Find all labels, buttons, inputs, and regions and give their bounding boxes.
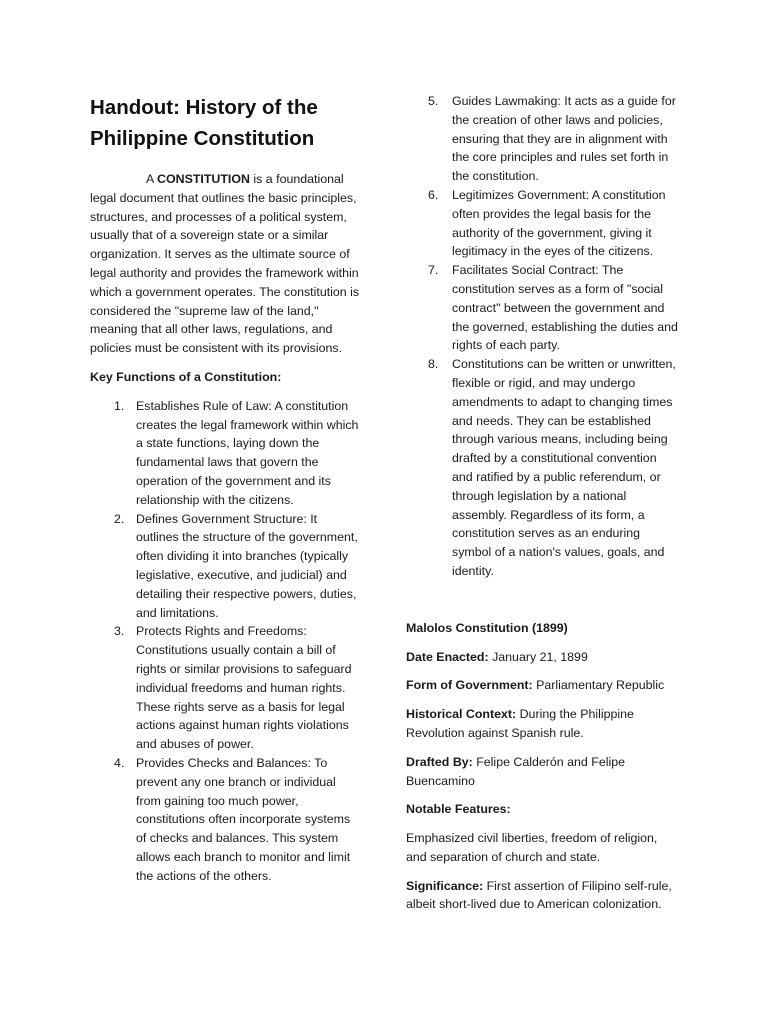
list-item — [406, 186, 678, 261]
malolos-section — [406, 619, 678, 915]
list-item — [90, 397, 362, 510]
list-item — [406, 355, 678, 581]
intro-prefix: A — [146, 172, 158, 186]
context-label: Historical Context: — [406, 707, 517, 722]
context-value: During the Philippine Revolution against Spanish rule. — [406, 707, 634, 740]
list-item-number: 6. — [428, 187, 439, 202]
intro-paragraph — [90, 170, 362, 358]
list-item — [406, 261, 678, 355]
intro-text: is a foundational legal document that outlines the basic principles, structures, and processes of a political system, usually that of a sovereign state or a similar organization. It serves as the ultimate source of legal authority and provides the framework within which a government operates. The constitution is considered the "supreme law of the land," meaning that all other laws, regulations, and policies must be consistent with its provisions. — [90, 172, 360, 356]
features-label: Notable Features: — [406, 802, 511, 817]
list-item-text: Provides Checks and Balances: To prevent any one branch or individual from gaining too much power, constitutions often incorporate systems of checks and balances. This system allows each branch to monitor and limit the actions of the others. — [136, 755, 351, 883]
list-item-text: Protects Rights and Freedoms: Constitutions usually contain a bill of rights or similar provisions to safeguard individual freedoms and human rights. These rights serve as a basis for legal actions against human rights violations and abuses of power. — [136, 624, 352, 752]
list-item-text: Defines Government Structure: It outlines the structure of the government, often dividing it into branches (typically legislative, executive, and judicial) and detailing their respective powers, duties, and limitations. — [136, 511, 358, 620]
significance-value: First assertion of Filipino self-rule, albeit short-lived due to American colonization. — [406, 878, 672, 912]
list-item-text: Legitimizes Government: A constitution often provides the legal basis for the authority of the government, giving it legitimacy in the eyes of the citizens. — [452, 187, 666, 259]
list-item-number: 7. — [428, 263, 439, 278]
page-title: Handout: History of the Philippine Constitution — [90, 96, 318, 150]
historical-context — [406, 705, 678, 743]
list-item — [90, 754, 362, 886]
list-item-number: 3. — [114, 624, 125, 639]
date-value: January 21, 1899 — [488, 649, 588, 664]
list-item-number: 8. — [428, 357, 439, 372]
date-enacted — [406, 648, 678, 667]
intro-term: CONSTITUTION — [157, 172, 250, 186]
list-item-text: Facilitates Social Contract: The constitution serves as a form of "social contract" between the government and the governed, establishing the duties and rights of each party. — [452, 263, 678, 353]
list-item — [90, 622, 362, 754]
list-item-number: 5. — [428, 94, 439, 108]
malolos-heading — [406, 619, 678, 638]
form-label: Form of Government: — [406, 678, 533, 693]
list-item-text: Constitutions can be written or unwritten, flexible or rigid, and may undergo amendments to adapt to changing times and needs. They can be established through various means, including being drafted by a constitutional convention and ratified by a public referendum, or through legislation by a national assembly. Regardless of its form, a constitution serves as an enduring symbol of a nation's values, goals, and identity. — [452, 357, 676, 578]
date-label: Date Enacted: — [406, 649, 489, 664]
list-item-number: 4. — [114, 755, 125, 770]
drafted-value: Felipe Calderón and Felipe Buencamino — [406, 754, 626, 788]
form-value: Parliamentary Republic — [532, 678, 665, 693]
right-column — [406, 92, 678, 924]
functions-list-left — [90, 397, 362, 886]
significance — [406, 877, 678, 915]
list-item-text: Establishes Rule of Law: A constitution creates the legal framework within which a state functions, laying down the fundamental laws that govern the operation of the government and its relationship with the citizens. — [136, 398, 359, 507]
list-item — [90, 510, 362, 623]
list-item-number: 1. — [114, 398, 125, 413]
left-column — [90, 92, 362, 885]
drafted-by — [406, 753, 678, 791]
key-functions-heading: Key Functions of a Constitution: — [90, 369, 282, 384]
form-of-government — [406, 676, 678, 695]
significance-label: Significance: — [406, 878, 484, 893]
list-item-number: 2. — [114, 511, 125, 526]
notable-features-text: Emphasized civil liberties, freedom of religion, and separation of church and state. — [406, 831, 658, 864]
list-item — [406, 92, 678, 186]
malolos-heading-text: Malolos Constitution (1899) — [406, 620, 568, 635]
functions-list-right — [406, 92, 678, 581]
drafted-label: Drafted By: — [406, 754, 473, 769]
list-item-text: Guides Lawmaking: It acts as a guide for the creation of other laws and policies, ensuring that they are in alignment with the core principles and rules set forth in the constitution. — [452, 94, 676, 184]
notable-features-heading — [406, 800, 678, 819]
